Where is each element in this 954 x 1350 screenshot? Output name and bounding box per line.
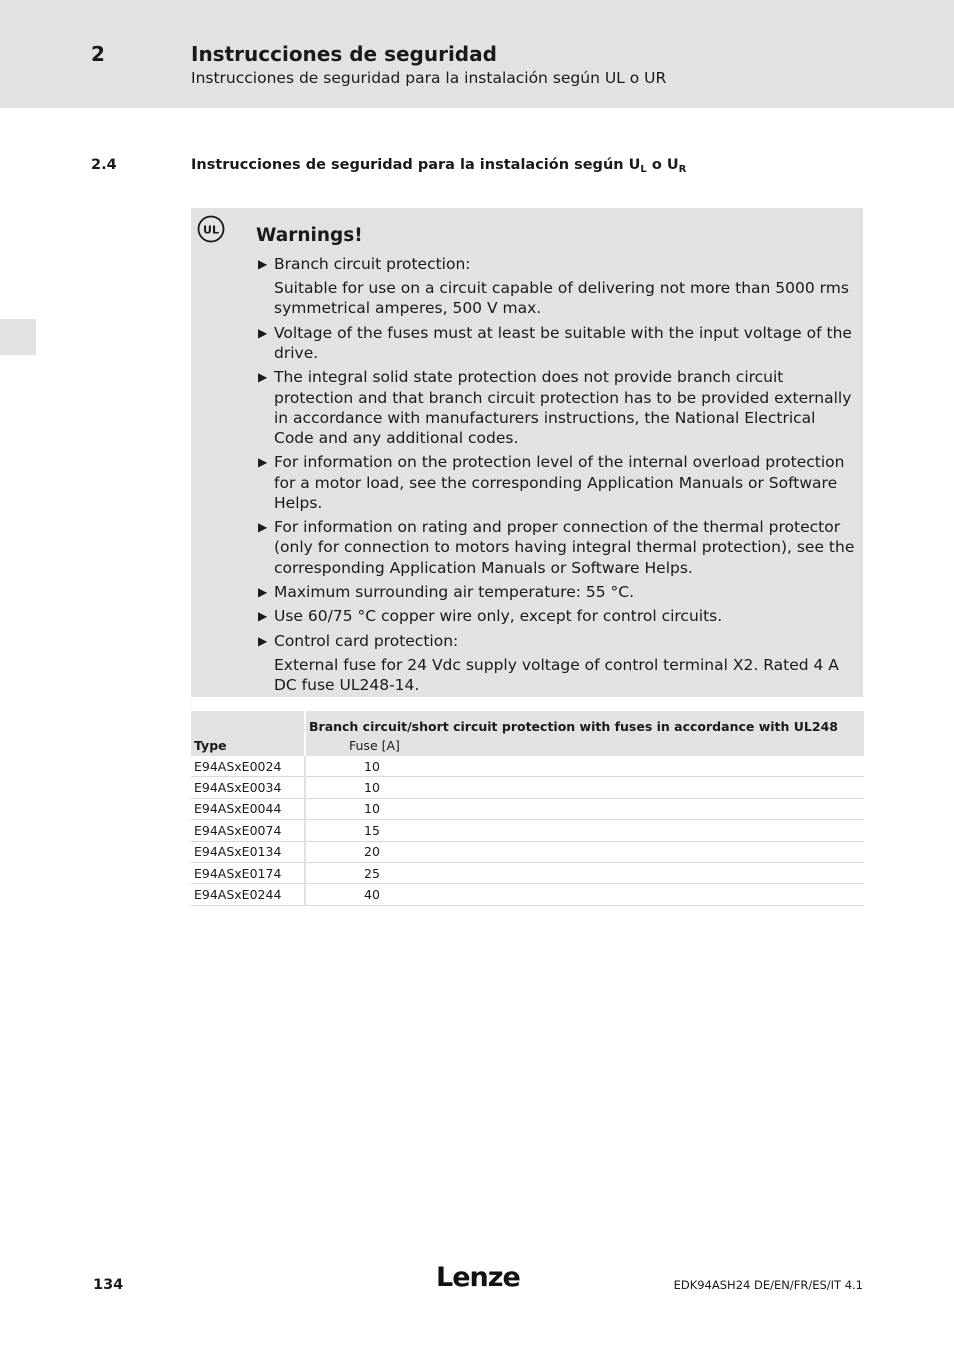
table-header-empty [191,711,305,734]
warning-text: Branch circuit protection: [274,255,471,273]
warning-text: For information on the protection level of the internal overload protection for a motor load, see the corresponding Application Manuals or Software Helps. [274,453,845,512]
bullet-arrow-icon: ▶ [258,325,268,340]
warning-item [258,606,860,626]
warning-item [258,367,860,448]
table-type-header: Type [191,734,305,756]
fuse-cell: 10 [305,777,864,798]
table-row [191,798,864,819]
fuse-cell: 40 [305,884,864,905]
warning-text: Maximum surrounding air temperature: 55 °C. [274,582,635,601]
fuse-cell: 10 [305,756,864,777]
type-cell: E94ASxE0074 [191,820,305,841]
chapter-subtitle: Instrucciones de seguridad para la instalación según UL o UR [191,69,667,87]
warnings-list [258,254,860,700]
fuse-table [191,711,864,906]
type-cell: E94ASxE0174 [191,862,305,883]
table-header-row [191,711,864,734]
ul-mark-text: UL [203,223,219,237]
section-title-main: Instrucciones de seguridad para la instalación según U [191,157,641,173]
table-row [191,862,864,883]
page-number: 134 [93,1277,124,1293]
bullet-arrow-icon: ▶ [258,609,268,624]
warning-item [258,452,860,513]
document-id: EDK94ASH24 DE/EN/FR/ES/IT 4.1 [673,1278,863,1292]
warning-text: Voltage of the fuses must at least be suitable with the input voltage of the drive. [274,323,852,362]
warnings-title: Warnings! [256,225,363,246]
bullet-arrow-icon: ▶ [258,370,268,385]
section-title-sub-r: R [678,164,687,175]
table-subheader-row [191,734,864,756]
warning-text: The integral solid state protection does not provide branch circuit protection and that branch circuit protection has to be provided externally in accordance with manufacturers instructions, the National Electrical Code and any additional codes. [274,368,852,447]
warning-subtext: External fuse for 24 Vdc supply voltage of control terminal X2. Rated 4 A DC fuse UL248-14. [274,655,839,695]
fuse-cell: 25 [305,862,864,883]
warning-item [258,582,860,602]
section-title-mid: o U [646,157,679,173]
type-cell: E94ASxE0134 [191,841,305,862]
table-row [191,884,864,905]
warning-item [258,254,860,319]
warning-item [258,323,860,363]
type-cell: E94ASxE0244 [191,884,305,905]
fuse-cell: 15 [305,820,864,841]
section-number: 2.4 [91,157,117,173]
bullet-arrow-icon: ▶ [258,455,268,470]
section-title [191,157,686,175]
type-cell: E94ASxE0034 [191,777,305,798]
warning-text: Control card protection: [274,631,459,650]
table-row [191,756,864,777]
table-row [191,820,864,841]
chapter-title: Instrucciones de seguridad [191,42,497,66]
fuse-cell: 10 [305,798,864,819]
bullet-arrow-icon: ▶ [258,633,268,648]
warning-text: For information on rating and proper connection of the thermal protector (only for connection to motors having integral thermal protection), see the corresponding Application Manuals or Software Helps. [274,518,855,577]
ul-mark-icon [197,215,225,243]
warning-item [258,517,860,578]
warning-text: Use 60/75 °C copper wire only, except for control circuits. [274,607,723,626]
section-title-sub-l: L [640,164,647,175]
table-fuse-header: Fuse [A] [305,734,864,756]
type-cell: E94ASxE0044 [191,798,305,819]
chapter-side-tab [0,319,36,355]
warning-item [258,631,860,696]
bullet-arrow-icon: ▶ [258,584,268,599]
table-group-header: Branch circuit/short circuit protection with fuses in accordance with UL248 [305,711,864,734]
type-cell: E94ASxE0024 [191,756,305,777]
bullet-arrow-icon: ▶ [258,257,268,271]
warning-subtext: Suitable for use on a circuit capable of delivering not more than 5000 rms symmetrical amperes, 500 V max. [274,279,849,318]
lenze-logo: Lenze [436,1262,520,1293]
fuse-cell: 20 [305,841,864,862]
chapter-number: 2 [91,42,105,66]
table-row [191,777,864,798]
table-row [191,841,864,862]
bullet-arrow-icon: ▶ [258,520,268,535]
